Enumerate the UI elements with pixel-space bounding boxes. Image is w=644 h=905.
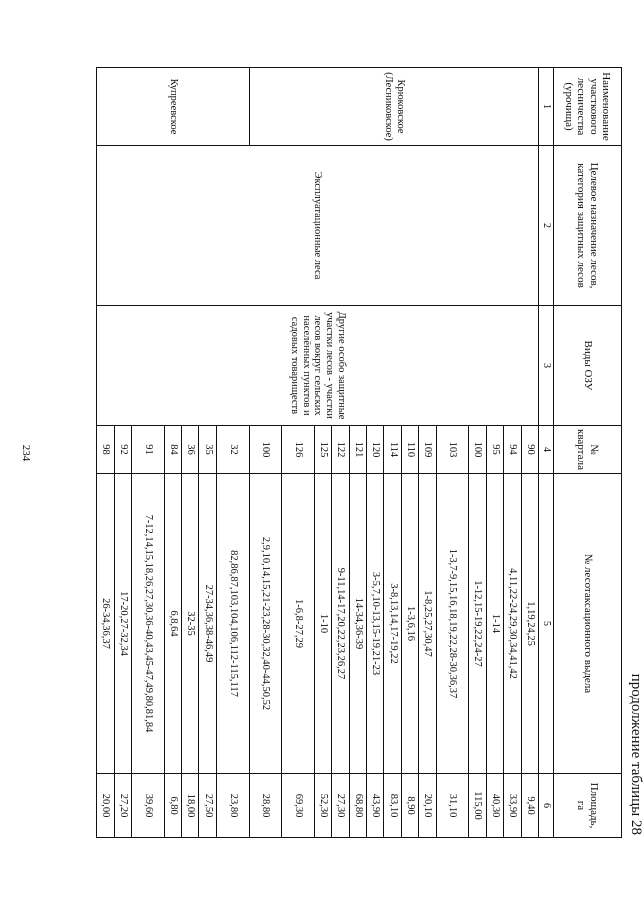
area-cell: 9,40 xyxy=(521,774,538,838)
purpose-category: Эксплуатационные леса xyxy=(97,146,539,306)
area-cell: 6,80 xyxy=(164,774,181,838)
column-number: 4 xyxy=(539,426,554,474)
allotment-cell: 2,9,10,14,15,21-23,28-30,32,40-44,50,52 xyxy=(249,474,282,774)
area-cell: 68,80 xyxy=(349,774,366,838)
allotment-cell: 32-35 xyxy=(182,474,199,774)
area-cell: 40,30 xyxy=(486,774,503,838)
quarter-cell: 109 xyxy=(419,426,436,474)
quarter-cell: 36 xyxy=(182,426,199,474)
quarter-cell: 91 xyxy=(132,426,165,474)
allotment-cell: 6,8,64 xyxy=(164,474,181,774)
allotment-cell: 1-3,7-9,15,16,18,19,22,28-30,36,37 xyxy=(436,474,469,774)
quarter-cell: 103 xyxy=(436,426,469,474)
header-name: Наименование участкового лесничества (урочища) xyxy=(554,68,622,146)
allotment-cell: 17-20,27-32,34 xyxy=(114,474,131,774)
area-cell: 31,10 xyxy=(436,774,469,838)
quarter-cell: 98 xyxy=(97,426,115,474)
allotment-cell: 1-8,25,27,30,47 xyxy=(419,474,436,774)
area-cell: 39,60 xyxy=(132,774,165,838)
quarter-cell: 125 xyxy=(314,426,331,474)
quarter-cell: 94 xyxy=(504,426,521,474)
quarter-cell: 121 xyxy=(349,426,366,474)
allotment-cell: 3-5,7,10-13,15-19,21-23 xyxy=(367,474,384,774)
allotment-cell: 7-12,14,15,18,26,27,30,36-40,43,45-47,49,80,81,84 xyxy=(132,474,165,774)
area-cell: 27,20 xyxy=(114,774,131,838)
column-number: 5 xyxy=(539,474,554,774)
quarter-cell: 92 xyxy=(114,426,131,474)
page-number: 234 xyxy=(20,444,32,462)
column-number: 6 xyxy=(539,774,554,838)
area-cell: 43,90 xyxy=(367,774,384,838)
allotment-cell: 4,11,22-24,29,30,34,41,42 xyxy=(504,474,521,774)
table-continuation-label: продолжение таблицы 28 xyxy=(628,673,644,835)
allotment-cell: 1-6,8-27,29 xyxy=(282,474,315,774)
header-purpose: Целевое назначение лесов, категория защитных лесов xyxy=(554,146,622,306)
forestry-name-kryukovskoe: Крюковское (Лесниковское) xyxy=(249,68,538,146)
allotment-cell: 14-34,36-39 xyxy=(349,474,366,774)
quarter-cell: 90 xyxy=(521,426,538,474)
quarter-cell: 100 xyxy=(249,426,282,474)
area-cell: 8,90 xyxy=(401,774,418,838)
allotment-cell: 1,19,24,25 xyxy=(521,474,538,774)
allotment-cell: 1-12,15-19,22,24-27 xyxy=(469,474,486,774)
quarter-cell: 35 xyxy=(199,426,216,474)
area-cell: 33,90 xyxy=(504,774,521,838)
area-cell: 20,10 xyxy=(419,774,436,838)
area-cell: 27,50 xyxy=(199,774,216,838)
quarter-cell: 100 xyxy=(469,426,486,474)
area-cell: 23,80 xyxy=(216,774,249,838)
quarter-cell: 84 xyxy=(164,426,181,474)
allotment-cell: 1-14 xyxy=(486,474,503,774)
area-cell: 83,10 xyxy=(384,774,401,838)
area-cell: 52,30 xyxy=(314,774,331,838)
rotated-table-container xyxy=(96,67,644,837)
area-cell: 27,30 xyxy=(332,774,349,838)
allotment-cell: 82,86,87,103,104,106,112-115,117 xyxy=(216,474,249,774)
area-cell: 20,00 xyxy=(97,774,115,838)
allotment-cell: 27-34,36,38-46,49 xyxy=(199,474,216,774)
header-ozu: Виды ОЗУ xyxy=(554,306,622,426)
allotment-cell: 3-8,13,14,17-19,22 xyxy=(384,474,401,774)
quarter-cell: 95 xyxy=(486,426,503,474)
header-quarter: № квартала xyxy=(554,426,622,474)
forestry-name-kupreevskoe: Купреевское xyxy=(97,68,250,146)
quarter-cell: 126 xyxy=(282,426,315,474)
area-cell: 18,00 xyxy=(182,774,199,838)
quarter-cell: 32 xyxy=(216,426,249,474)
column-number: 3 xyxy=(539,306,554,426)
area-cell: 69,30 xyxy=(282,774,315,838)
quarter-cell: 110 xyxy=(401,426,418,474)
header-allotment: № лесотаксационного выдела xyxy=(554,474,622,774)
quarter-cell: 120 xyxy=(367,426,384,474)
allotment-cell: 1-3,6,16 xyxy=(401,474,418,774)
ozu-type: Другие особо защитные участки лесов - участки лесов вокруг сельских населённых пунктов и садовых товариществ xyxy=(97,306,539,426)
quarter-cell: 114 xyxy=(384,426,401,474)
column-number: 1 xyxy=(539,68,554,146)
header-area: Площадь, га xyxy=(554,774,622,838)
area-cell: 115,00 xyxy=(469,774,486,838)
allotment-cell: 1-10 xyxy=(314,474,331,774)
quarter-cell: 122 xyxy=(332,426,349,474)
allotment-cell: 9-11,14-17,20,22,23,26,27 xyxy=(332,474,349,774)
column-number: 2 xyxy=(539,146,554,306)
forest-allotment-table xyxy=(96,67,622,838)
allotment-cell: 26-34,36,37 xyxy=(97,474,115,774)
area-cell: 28,80 xyxy=(249,774,282,838)
